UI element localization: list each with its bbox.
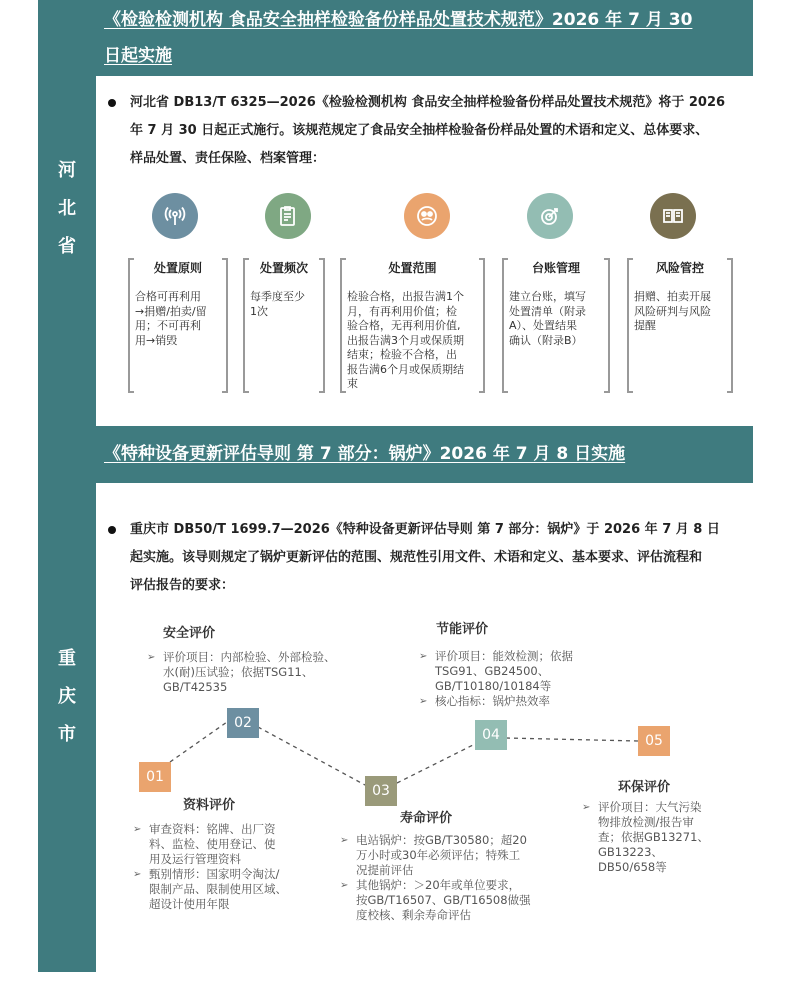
step-title-energy: 节能评价 bbox=[436, 622, 489, 637]
card-line: →捐赠/拍卖/留 bbox=[135, 304, 207, 318]
step-list-safety bbox=[147, 650, 367, 695]
card-line: 捐赠、拍卖开展 bbox=[634, 290, 711, 303]
region-char: 市 bbox=[58, 724, 76, 745]
step-number-box: 01 bbox=[139, 762, 171, 792]
card-line: 束 bbox=[347, 377, 358, 390]
item-line: DB50/658等 bbox=[598, 860, 667, 874]
step-number-box: 02 bbox=[227, 708, 259, 738]
item-line: ➢ 评价项目：大气污染 bbox=[598, 800, 702, 814]
item-line: ➢ 核心指标：锅炉热效率 bbox=[435, 694, 550, 708]
para-line: 评估报告的要求： bbox=[130, 578, 235, 593]
step-item bbox=[133, 822, 313, 867]
region-char: 河 bbox=[58, 160, 76, 181]
card-line: 检验合格，出报告满1个 bbox=[347, 290, 464, 303]
item-line: 查；依据GB13271、 bbox=[598, 830, 709, 844]
step-item bbox=[419, 694, 609, 709]
step-number-box: 03 bbox=[365, 776, 397, 806]
card-line: 1次 bbox=[250, 304, 268, 318]
step-list-environment bbox=[582, 800, 732, 875]
card-title: 处置原则 bbox=[153, 261, 202, 275]
item-line: TSG91、GB24500、 bbox=[435, 664, 550, 678]
card-line: 处置清单（附录 bbox=[509, 304, 586, 318]
card-title: 台账管理 bbox=[531, 261, 580, 275]
para-line: 年 7 月 30 日起正式施行。该规范规定了食品安全抽样检验备份样品处置的术语和定义、总体要求、 bbox=[130, 123, 709, 138]
card-line: 出报告满3个月或保质期 bbox=[347, 333, 464, 347]
step-list-energy bbox=[419, 649, 609, 709]
section1-title-line1: 《检验检测机构 食品安全抽样检验备份样品处置技术规范》2026 年 7 月 30 bbox=[104, 10, 693, 30]
para-line: 重庆市 DB50/T 1699.7—2026《特种设备更新评估导则 第 7 部分：锅炉》于 2026 年 7 月 8 日 bbox=[130, 522, 720, 537]
card-line: 确认（附录B） bbox=[509, 333, 583, 347]
card-line: 每季度至少 bbox=[250, 290, 305, 303]
item-line: GB13223、 bbox=[598, 845, 663, 859]
step-item bbox=[133, 867, 313, 912]
item-line: ➢ 审查资料：铭牌、出厂资 bbox=[149, 822, 276, 836]
item-line: 限制产品、限制使用区域、 bbox=[149, 882, 287, 896]
para-line: 样品处置、责任保险、档案管理： bbox=[130, 151, 326, 166]
step-number-box: 04 bbox=[475, 720, 507, 750]
card-line: 用→销毁 bbox=[135, 333, 178, 347]
card-line: 验合格，无再利用价值, bbox=[347, 319, 461, 332]
card-line: 合格可再利用 bbox=[135, 290, 201, 303]
item-line: ➢ 电站锅炉：按GB/T30580；超20 bbox=[356, 833, 527, 847]
step-item bbox=[419, 649, 609, 694]
item-line: 万小时或30年必须评估；特殊工 bbox=[356, 848, 521, 862]
step-title-environment: 环保评价 bbox=[618, 780, 671, 795]
card-title: 处置频次 bbox=[259, 261, 308, 275]
step-title-documents: 资料评价 bbox=[183, 798, 236, 813]
card-line: 用；不可再利 bbox=[135, 319, 201, 332]
step-item bbox=[340, 833, 540, 878]
step-number-box: 05 bbox=[638, 726, 670, 756]
step-item bbox=[582, 800, 732, 875]
card-line: 建立台账，填写 bbox=[509, 290, 586, 303]
step-title-lifespan: 寿命评价 bbox=[400, 811, 453, 826]
card-line: 提醒 bbox=[634, 319, 656, 332]
section1-title-line2: 日起实施 bbox=[104, 46, 172, 66]
item-line: 水(耐)压试验；依据TSG11、 bbox=[163, 665, 314, 679]
item-line: 况提前评估 bbox=[356, 863, 414, 877]
region-char: 省 bbox=[58, 236, 76, 257]
card-title: 风险管控 bbox=[655, 261, 704, 275]
card-line: 结束；检验不合格，出 bbox=[347, 348, 457, 361]
item-line: ➢ 其他锅炉：＞20年或单位要求， bbox=[356, 878, 521, 892]
card-line: 报告满6个月或保质期结 bbox=[347, 362, 464, 376]
item-line: 料、监检、使用登记、使 bbox=[149, 837, 276, 851]
item-line: GB/T42535 bbox=[163, 680, 228, 694]
region-char: 重 bbox=[58, 648, 76, 669]
item-line: GB/T10180/10184等 bbox=[435, 679, 552, 693]
card-line: 月，有再利用价值；检 bbox=[347, 304, 457, 318]
step-list-documents bbox=[133, 822, 313, 912]
card-line: 风险研判与风险 bbox=[634, 304, 711, 318]
para-line: 起实施。该导则规定了锅炉更新评估的范围、规范性引用文件、术语和定义、基本要求、评估流程和 bbox=[130, 550, 703, 565]
item-line: ➢ 评价项目：能效检测；依据 bbox=[435, 649, 573, 663]
item-line: 用及运行管理资料 bbox=[149, 852, 241, 866]
item-line: ➢ 评价项目：内部检验、外部检验、 bbox=[163, 650, 336, 664]
step-item bbox=[147, 650, 367, 695]
item-line: 超设计使用年限 bbox=[149, 897, 230, 911]
item-line: 物排放检测/报告审 bbox=[598, 815, 694, 829]
item-line: 按GB/T16507、GB/T16508做强 bbox=[356, 893, 531, 907]
item-line: ➢ 甄别情形：国家明令淘汰/ bbox=[149, 867, 280, 881]
step-list-lifespan bbox=[340, 833, 540, 923]
card-title: 处置范围 bbox=[388, 261, 437, 275]
item-line: 度校核、剩余寿命评估 bbox=[356, 908, 471, 922]
para-line: 河北省 DB13/T 6325—2026《检验检测机构 食品安全抽样检验备份样品处置技术规范》将于 2026 bbox=[130, 95, 726, 110]
card-line: A）、处置结果 bbox=[509, 319, 578, 332]
section2-title: 《特种设备更新评估导则 第 7 部分：锅炉》2026 年 7 月 8 日实施 bbox=[104, 444, 626, 464]
region-char: 庆 bbox=[58, 686, 76, 707]
step-title-safety: 安全评价 bbox=[163, 626, 216, 641]
step-item bbox=[340, 878, 540, 923]
region-char: 北 bbox=[58, 198, 76, 219]
